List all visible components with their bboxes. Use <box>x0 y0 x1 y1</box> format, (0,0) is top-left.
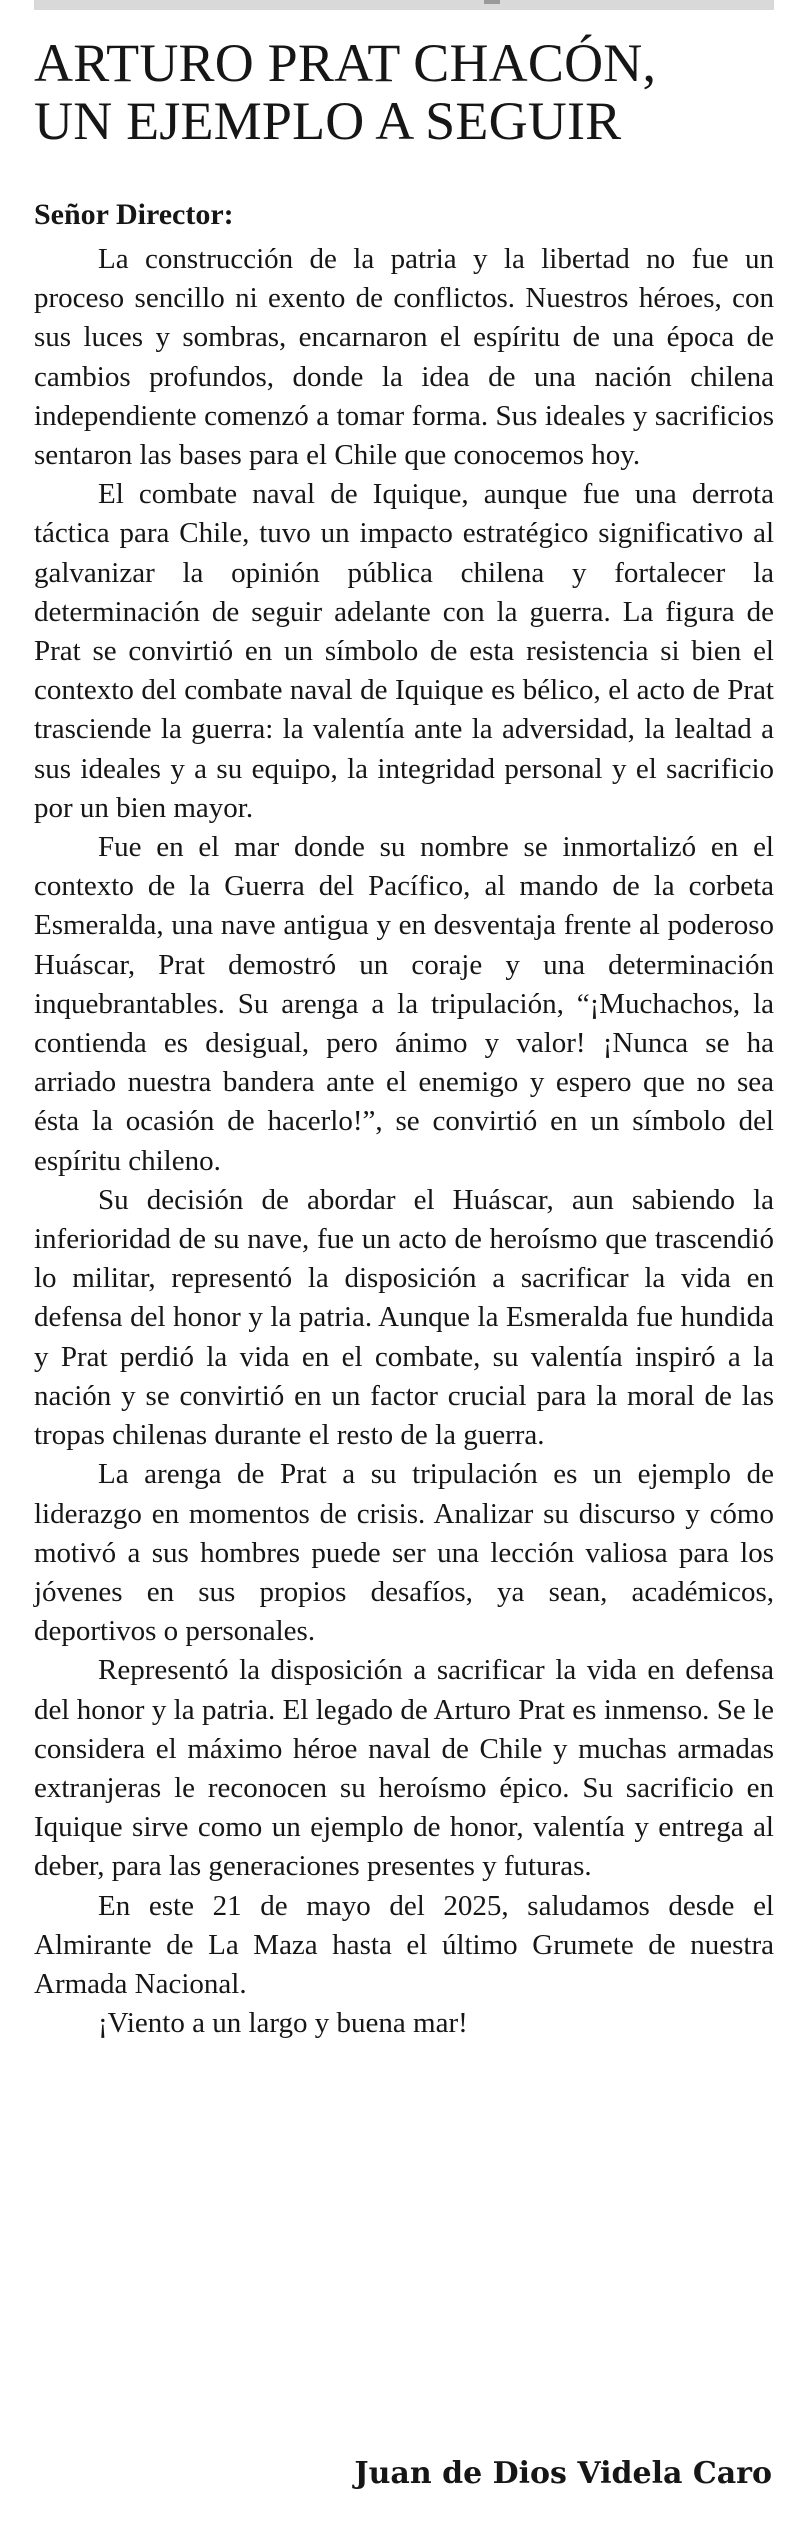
signature: Juan de Dios Videla Caro <box>354 2456 772 2491</box>
title-line-2: UN EJEMPLO A SEGUIR <box>34 91 622 151</box>
letter-body <box>34 240 774 2043</box>
paragraph-5: La arenga de Prat a su tripulación es un ejemplo de liderazgo en momentos de crisis. Analizar su discurso y cómo motivó a sus hombres puede ser una lección valiosa para los jóvenes en sus propios desafíos, ya sean, académicos, deportivos o personales. <box>34 1458 774 1648</box>
title-line-1: ARTURO PRAT CHACÓN, <box>34 33 657 93</box>
paragraph-2: El combate naval de Iquique, aunque fue una derrota táctica para Chile, tuvo un impacto estratégico significativo al galvanizar la opinión pública chilena y fortalecer la determinación de seguir adelante con la guerra. La figura de Prat se convirtió en un símbolo de esta resistencia si bien el contexto del combate naval de Iquique es bélico, el acto de Prat trasciende la guerra: la valentía ante la adversidad, la lealtad a sus ideales y a su equipo, la integridad personal y el sacrificio por un bien mayor. <box>34 478 774 824</box>
top-rule-mark <box>484 0 500 4</box>
letter-article <box>34 34 774 2043</box>
paragraph-6: Representó la disposición a sacrificar la vida en defensa del honor y la patria. El legado de Arturo Prat es inmenso. Se le considera el máximo héroe naval de Chile y muchas armadas extranjeras le reconocen su heroísmo épico. Su sacrificio en Iquique sirve como un ejemplo de honor, valentía y entrega al deber, para las generaciones presentes y futuras. <box>34 1654 774 1883</box>
paragraph-1: La construcción de la patria y la libertad no fue un proceso sencillo ni exento de conflictos. Nuestros héroes, con sus luces y sombras, encarnaron el espíritu de una época de cambios profundos, donde la idea de una nación chilena independiente comenzó a tomar forma. Sus ideales y sacrificios sentaron las bases para el Chile que conocemos hoy. <box>34 243 774 472</box>
paragraph-7: En este 21 de mayo del 2025, saludamos desde el Almirante de La Maza hasta el último Grumete de nuestra Armada Nacional. <box>34 1889 774 2000</box>
salutation: Señor Director: <box>34 198 234 231</box>
paragraph-3: Fue en el mar donde su nombre se inmortalizó en el contexto de la Guerra del Pacífico, al mando de la corbeta Esmeralda, una nave antigua y en desventaja frente al poderoso Huáscar, Prat demostró un coraje y una determinación inquebrantables. Su arenga a la tripulación, “¡Muchachos, la contienda es desigual, pero ánimo y valor! ¡Nunca se ha arriado nuestra bandera ante el enemigo y espero que no sea ésta la ocasión de hacerlo!”, se convirtió en un símbolo del espíritu chileno. <box>34 831 774 1177</box>
top-rule <box>34 0 774 10</box>
paragraph-8: ¡Viento a un largo y buena mar! <box>98 2007 468 2040</box>
letter-title <box>34 34 774 150</box>
paragraph-4: Su decisión de abordar el Huáscar, aun sabiendo la inferioridad de su nave, fue un acto de heroísmo que trascendió lo militar, representó la disposición a sacrificar la vida en defensa del honor y la patria. Aunque la Esmeralda fue hundida y Prat perdió la vida en el combate, su valentía inspiró a la nación y se convirtió en un factor crucial para la moral de las tropas chilenas durante el resto de la guerra. <box>34 1183 774 1452</box>
